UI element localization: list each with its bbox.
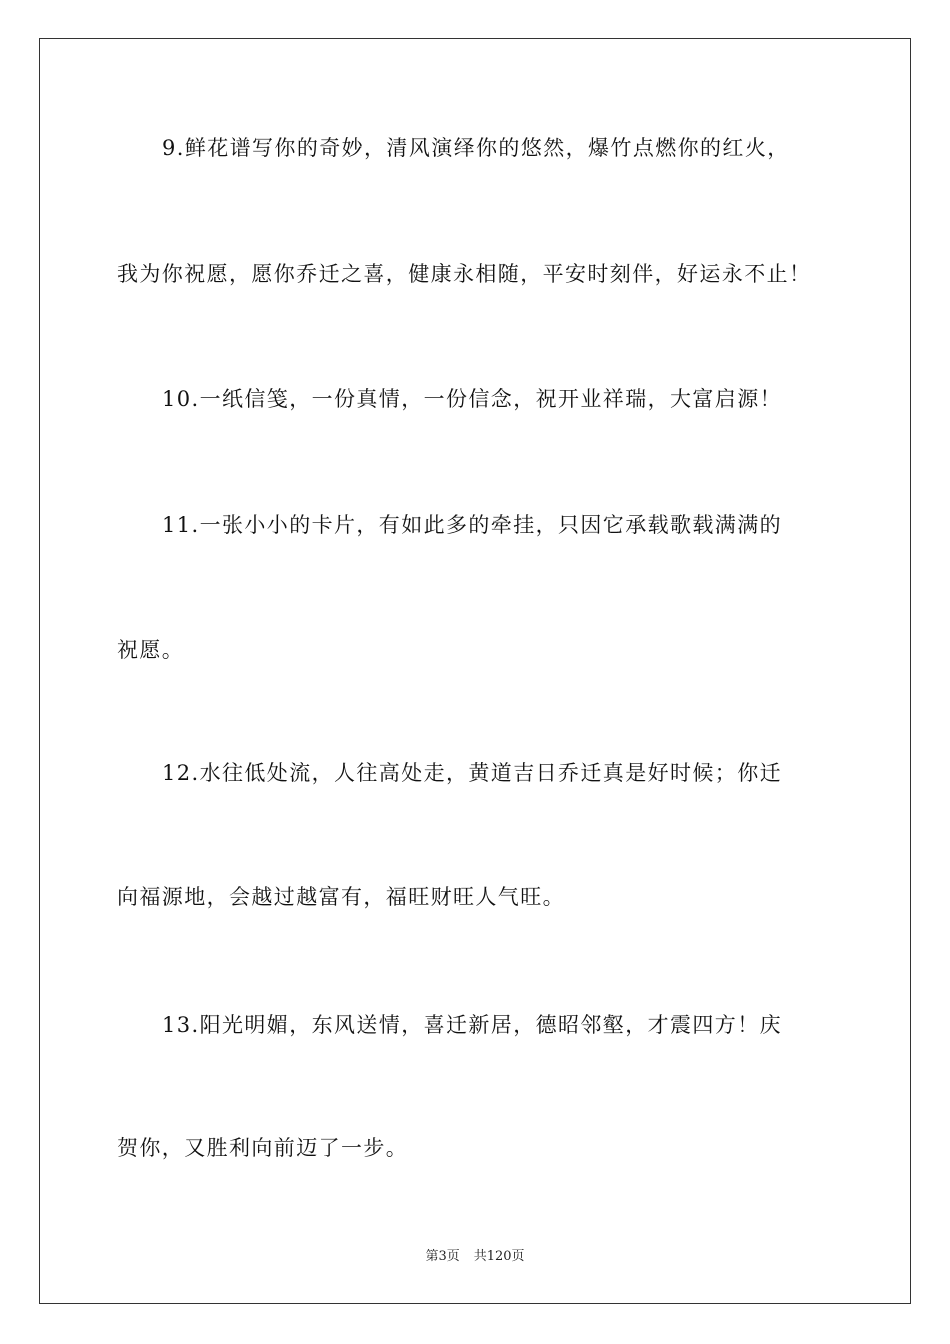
paragraph-line: 祝愿。 <box>117 638 185 662</box>
paragraph-line: 12.水往低处流，人往高处走，黄道吉日乔迁真是好时候；你迁 <box>162 761 782 785</box>
paragraph-line: 10.一纸信笺，一份真情，一份信念，祝开业祥瑞，大富启源！ <box>162 387 782 411</box>
paragraph-line: 11.一张小小的卡片，有如此多的牵挂，只因它承载歌载满满的 <box>162 513 782 537</box>
page-border <box>39 38 911 1304</box>
paragraph-line: 9.鲜花谱写你的奇妙，清风演绎你的悠然，爆竹点燃你的红火， <box>162 136 790 160</box>
paragraph-line: 向福源地，会越过越富有，福旺财旺人气旺。 <box>117 885 565 909</box>
paragraph-line: 13.阳光明媚，东风送情，喜迁新居，德昭邻壑，才震四方！庆 <box>162 1013 782 1037</box>
page-footer <box>0 1245 950 1264</box>
paragraph-line: 贺你，又胜利向前迈了一步。 <box>117 1136 409 1160</box>
page-number: 第3页 <box>425 1249 460 1264</box>
page-total: 共120页 <box>473 1249 525 1264</box>
paragraph-line: 我为你祝愿，愿你乔迁之喜，健康永相随，平安时刻伴，好运永不止！ <box>117 262 812 286</box>
